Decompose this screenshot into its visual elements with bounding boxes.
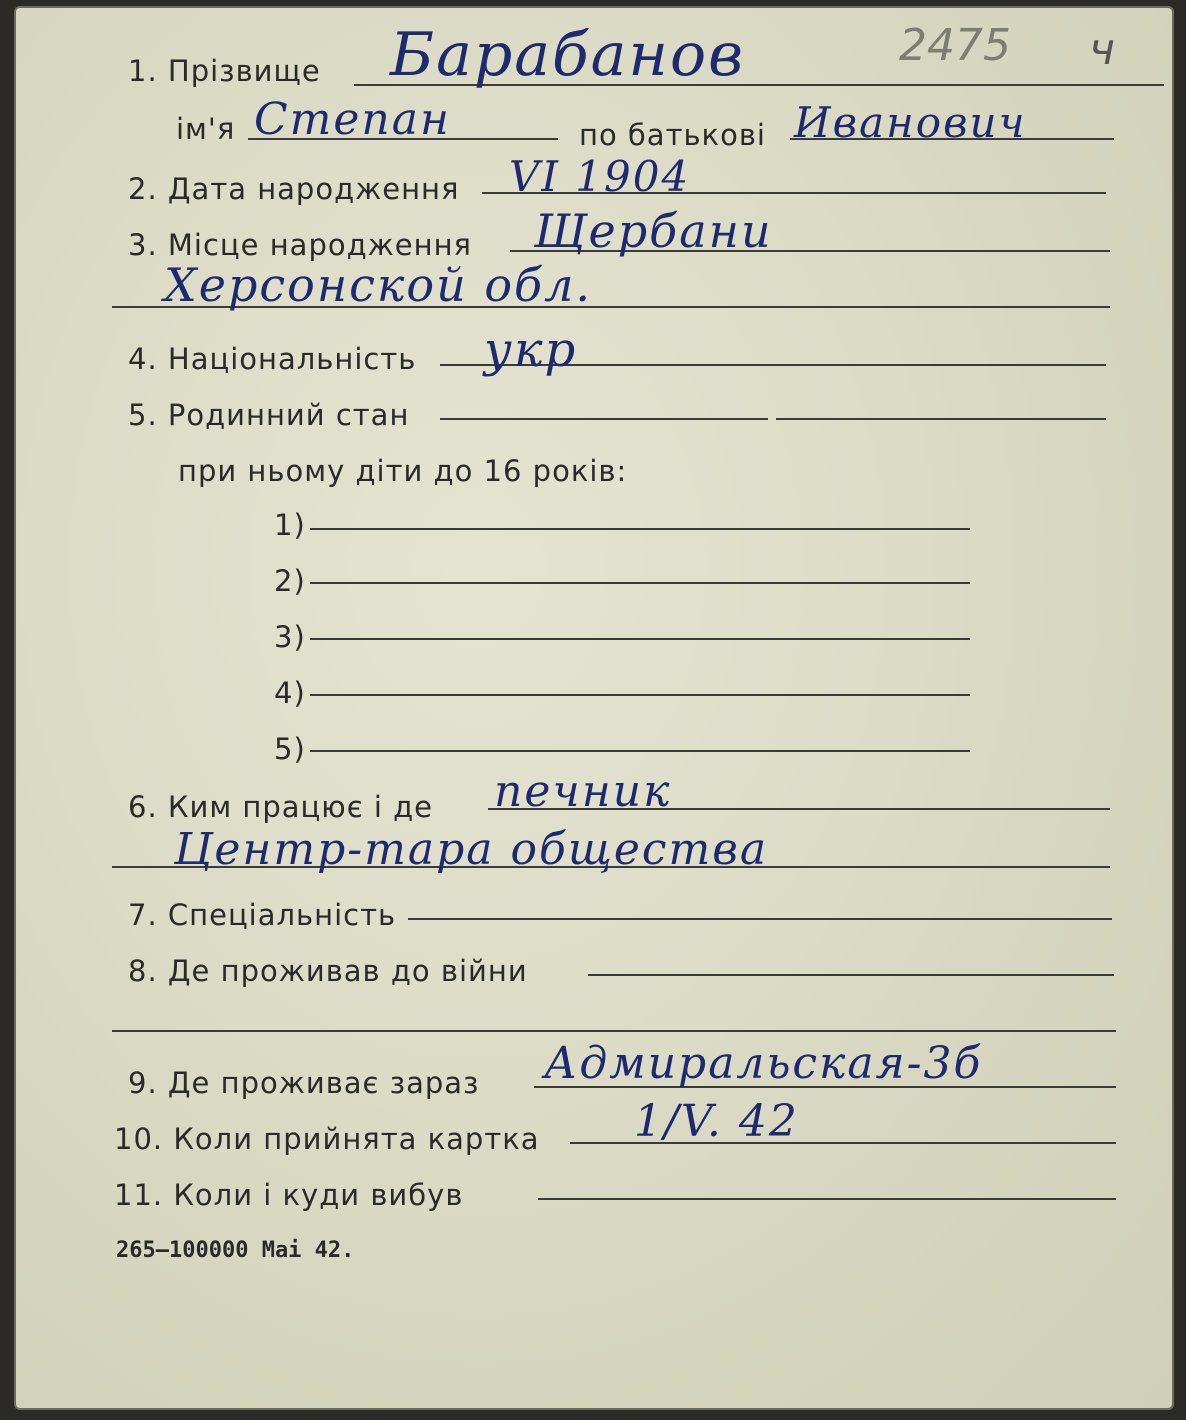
prewar-residence-line-1 <box>588 974 1114 976</box>
child-4-label: 4) <box>274 676 306 710</box>
prewar-residence-line-2 <box>112 1030 1116 1032</box>
prewar-residence-label: 8. Де проживав до війни <box>128 954 528 988</box>
registration-card <box>14 6 1174 1410</box>
birth-place-value-2: Херсонской обл. <box>164 258 593 312</box>
work-label: 6. Ким працює і де <box>128 790 434 824</box>
child-1-label: 1) <box>274 508 306 542</box>
nationality-label: 4. Національність <box>128 342 417 376</box>
birth-date-label: 2. Дата народження <box>128 172 460 206</box>
surname-value: Барабанов <box>390 20 746 90</box>
specialty-line <box>408 918 1112 920</box>
work-value-1: печник <box>494 766 672 817</box>
family-status-line-b <box>776 418 1106 420</box>
patronymic-value: Иванович <box>794 98 1027 147</box>
departure-line <box>538 1198 1116 1200</box>
child-2-label: 2) <box>274 564 306 598</box>
child-3-label: 3) <box>274 620 306 654</box>
archive-letter: ч <box>1089 24 1115 75</box>
print-mark: 265—100000 Mai 42. <box>116 1238 355 1263</box>
current-residence-value: Адмиральская-3б <box>544 1038 983 1089</box>
work-value-2: Центр-тара общества <box>174 824 769 875</box>
surname-label: 1. Прізвище <box>128 54 321 88</box>
nationality-value: укр <box>484 322 578 378</box>
specialty-label: 7. Спеціальність <box>128 898 397 932</box>
child-2-line <box>310 582 970 584</box>
child-4-line <box>310 694 970 696</box>
name-label: ім'я <box>176 112 236 146</box>
departure-label: 11. Коли і куди вибув <box>114 1178 464 1212</box>
children-label: при ньому діти до 16 років: <box>178 454 628 488</box>
current-residence-label: 9. Де проживає зараз <box>128 1066 480 1100</box>
family-status-label: 5. Родинний стан <box>128 398 410 432</box>
child-3-line <box>310 638 970 640</box>
birth-place-value-1: Щербани <box>534 204 773 258</box>
family-status-line-a <box>440 418 768 420</box>
birth-place-label: 3. Місце народження <box>128 228 472 262</box>
child-5-label: 5) <box>274 732 306 766</box>
patronymic-label: по батькові <box>579 118 766 152</box>
child-5-line <box>310 750 970 752</box>
card-date-label: 10. Коли прийнята картка <box>114 1122 540 1156</box>
card-date-value: 1/V. 42 <box>634 1096 799 1147</box>
child-1-line <box>310 528 970 530</box>
name-value: Степан <box>254 94 451 145</box>
birth-date-value: VI 1904 <box>509 152 691 201</box>
archive-number: 2475 <box>899 20 1011 71</box>
